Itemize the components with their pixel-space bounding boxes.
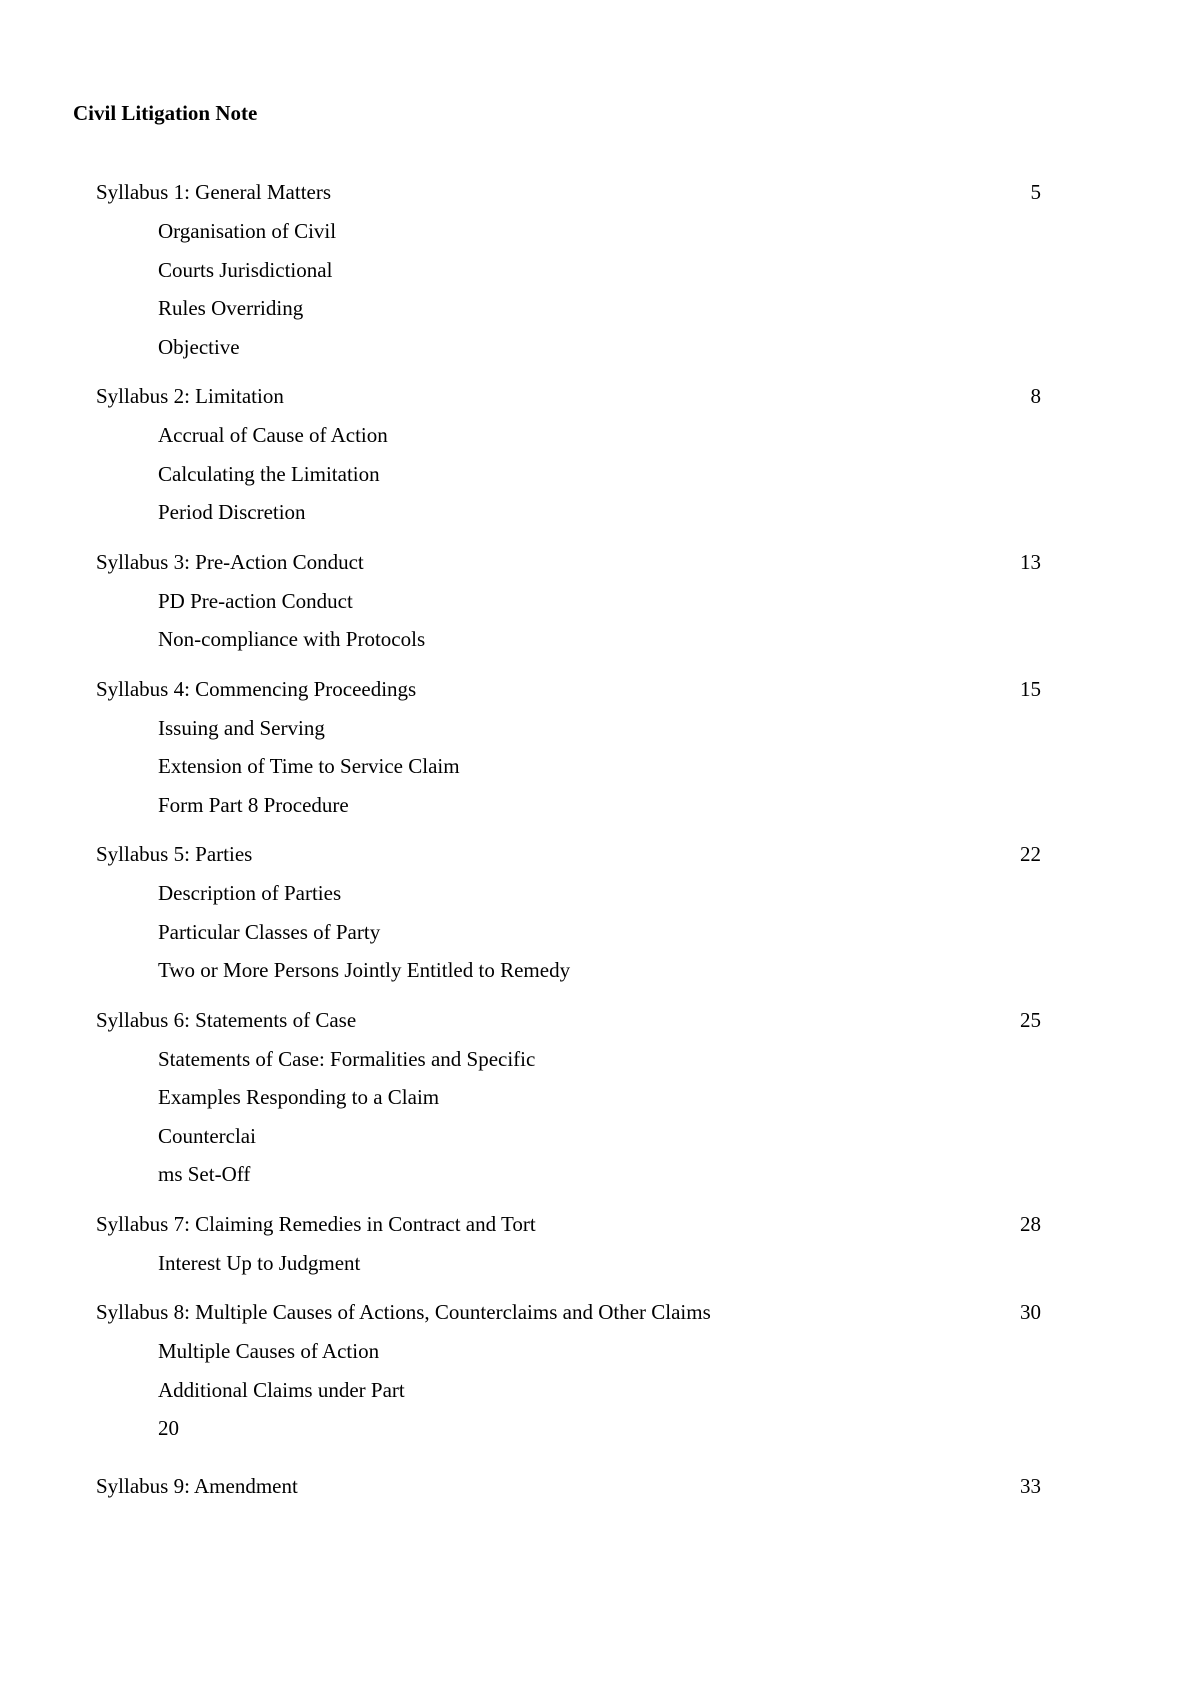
toc-subitem: Period Discretion xyxy=(158,500,306,524)
toc-section-2 xyxy=(96,380,1041,532)
toc-subitem: Particular Classes of Party xyxy=(158,919,381,944)
toc-entry[interactable] xyxy=(96,1004,1041,1036)
toc-subitem: Rules Overriding xyxy=(158,296,304,320)
toc-entry[interactable] xyxy=(96,1208,1041,1240)
toc-subitem: Additional Claims under Part xyxy=(158,1377,405,1402)
toc-subitem: Examples Responding to a Claim xyxy=(158,1085,440,1109)
toc-entry-page: 28 xyxy=(1020,1211,1041,1236)
toc-entry[interactable] xyxy=(96,1470,1041,1502)
toc-subitem: Interest Up to Judgment xyxy=(158,1250,361,1275)
toc-entry-page: 8 xyxy=(1030,384,1041,408)
toc-subitem: Extension of Time to Service Claim xyxy=(158,754,460,778)
toc-subitem: Statements of Case: Formalities and Specific xyxy=(158,1046,536,1071)
toc-section-6 xyxy=(96,1004,1041,1194)
toc-subitems xyxy=(96,1244,1041,1283)
toc-entry-title: Syllabus 3: Pre-Action Conduct xyxy=(96,549,364,574)
toc-section-1 xyxy=(96,176,1041,366)
toc-subitem: Courts Jurisdictional xyxy=(158,257,333,282)
toc-entry-title: Syllabus 2: Limitation xyxy=(96,384,284,408)
toc-subitem: Issuing and Serving xyxy=(158,715,325,740)
toc-subitem: Accrual of Cause of Action xyxy=(158,423,388,447)
toc-subitems xyxy=(96,1040,1041,1194)
toc-section-7 xyxy=(96,1208,1041,1283)
toc-subitem: Two or More Persons Jointly Entitled to Remedy xyxy=(158,958,571,982)
toc-subitem: 20 xyxy=(158,1416,179,1440)
toc-subitem: Objective xyxy=(158,334,240,359)
toc-entry-page: 25 xyxy=(1020,1007,1041,1032)
toc-entry[interactable] xyxy=(96,1296,1041,1328)
toc-subitems xyxy=(96,582,1041,659)
toc-subitems xyxy=(96,212,1041,366)
toc-subitem: Organisation of Civil xyxy=(158,219,337,243)
toc-subitems xyxy=(96,874,1041,990)
toc-entry-title: Syllabus 1: General Matters xyxy=(96,180,332,204)
toc-entry[interactable] xyxy=(96,673,1041,705)
toc-subitem: Form Part 8 Procedure xyxy=(158,792,349,817)
toc-entry-title: Syllabus 4: Commencing Proceedings xyxy=(96,676,417,701)
toc-section-4 xyxy=(96,673,1041,825)
toc-entry-page: 5 xyxy=(1030,180,1041,204)
toc-subitem: Description of Parties xyxy=(158,881,342,905)
toc-entry[interactable] xyxy=(96,380,1041,412)
toc-entry-title: Syllabus 9: Amendment xyxy=(96,1473,298,1498)
toc-subitem: Non-compliance with Protocols xyxy=(158,627,426,651)
toc-subitem: ms Set-Off xyxy=(158,1162,251,1186)
table-of-contents xyxy=(96,176,1041,1502)
toc-entry-page: 15 xyxy=(1020,676,1041,701)
toc-entry[interactable] xyxy=(96,176,1041,208)
toc-section-3 xyxy=(96,546,1041,659)
toc-entry-title: Syllabus 8: Multiple Causes of Actions, Counterclaims and Other Claims xyxy=(96,1300,711,1324)
document-title: Civil Litigation Note xyxy=(73,101,258,125)
toc-entry-page: 30 xyxy=(1020,1300,1041,1324)
toc-subitem: PD Pre-action Conduct xyxy=(158,588,353,613)
toc-entry-title: Syllabus 5: Parties xyxy=(96,842,253,866)
toc-entry-page: 22 xyxy=(1020,842,1041,866)
toc-entry-title: Syllabus 7: Claiming Remedies in Contract and Tort xyxy=(96,1211,536,1236)
toc-entry[interactable] xyxy=(96,546,1041,578)
toc-section-9 xyxy=(96,1470,1041,1502)
toc-subitem: Multiple Causes of Action xyxy=(158,1339,380,1363)
toc-subitem: Counterclai xyxy=(158,1123,256,1148)
toc-entry-title: Syllabus 6: Statements of Case xyxy=(96,1007,357,1032)
toc-section-5 xyxy=(96,838,1041,990)
toc-subitems xyxy=(96,709,1041,825)
toc-subitems xyxy=(96,416,1041,532)
toc-entry[interactable] xyxy=(96,838,1041,870)
toc-subitems xyxy=(96,1332,1041,1448)
toc-entry-page: 33 xyxy=(1020,1473,1041,1498)
toc-entry-page: 13 xyxy=(1020,549,1041,574)
toc-subitem: Calculating the Limitation xyxy=(158,461,380,486)
toc-section-8 xyxy=(96,1296,1041,1448)
